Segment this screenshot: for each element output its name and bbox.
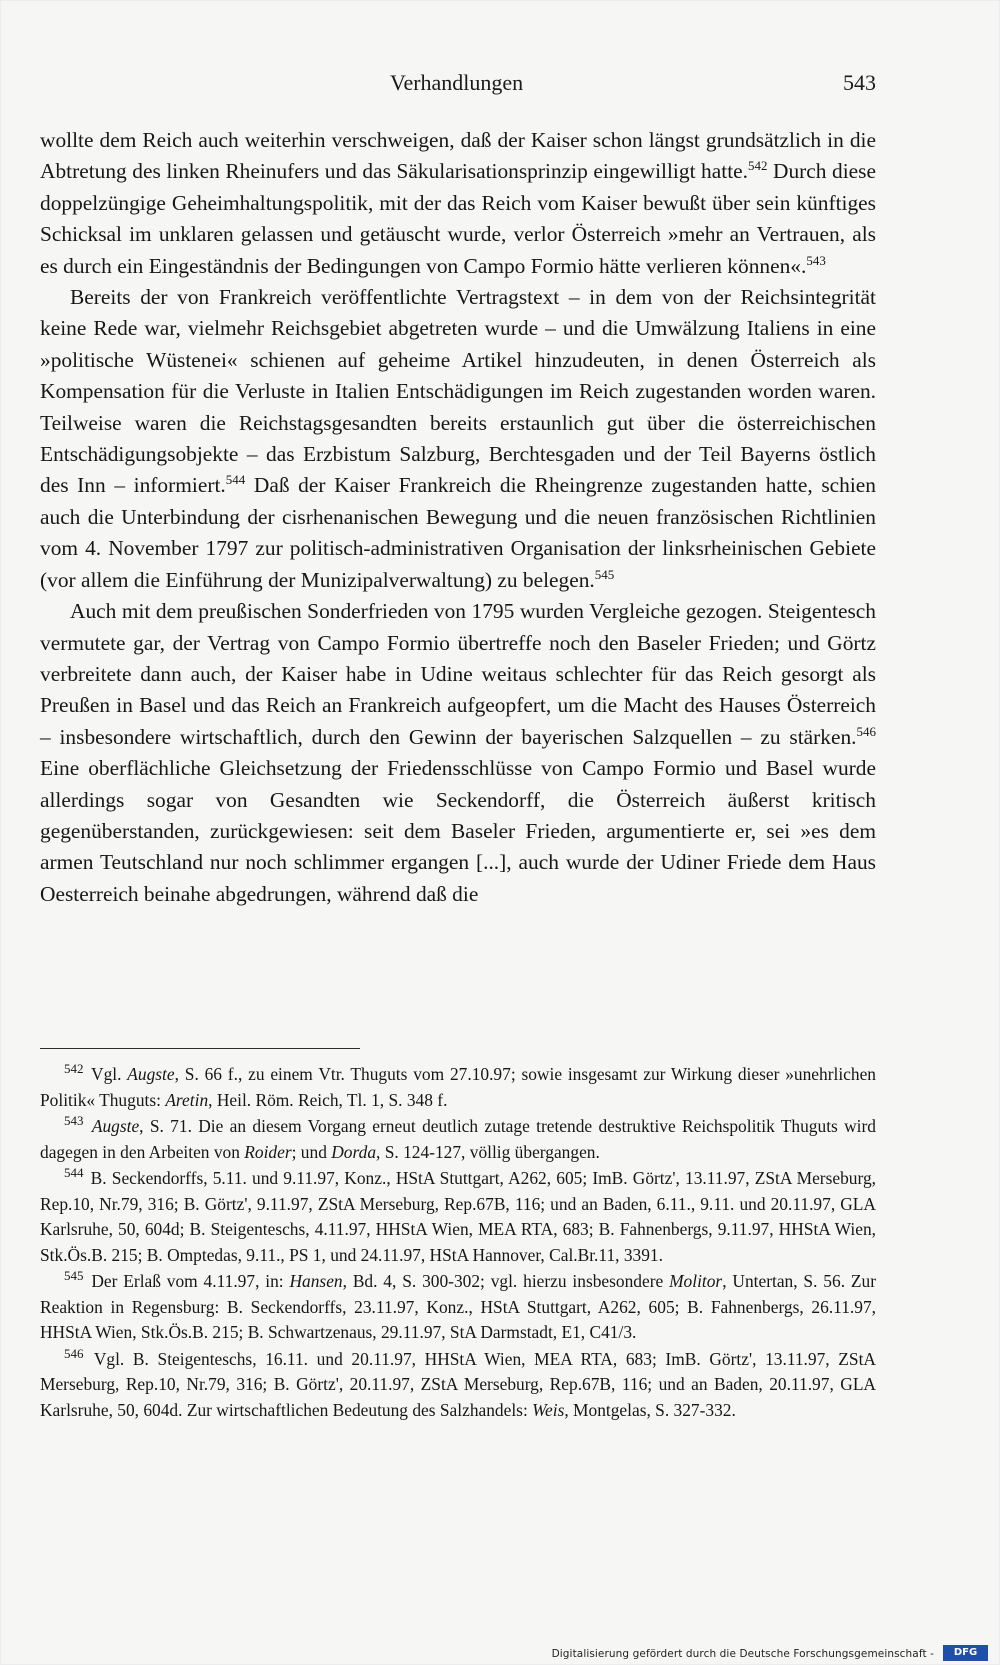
text-run: , Montgelas, S. 327-332.: [564, 1399, 736, 1420]
text-run: , Heil. Röm. Reich, Tl. 1, S. 348 f.: [208, 1089, 448, 1110]
footnote: [40, 1347, 876, 1424]
text-run: Bereits der von Frankreich veröffentlichte Vertragstext – in dem von der Reichsintegrität keine Rede war, vielmehr Reichsgebiet abgetreten wurde – und die Umwälzung Italiens in eine »politische Wüstenei« schienen auf geheime Artikel hinzudeuten, in denen Österreich als Kompensation für die Verluste in Italien Entschädigungen im Reich zugestanden worden waren. Teilweise waren die Reichstagsgesandten bereits erstaunlich gut über die österreichischen Entschädigungsobjekte – das Erzbistum Salzburg, Berchtesgaden und der Teil Bayerns östlich des Inn – informiert.: [40, 285, 876, 498]
text-run: , Untertan, S. 56. Zur Reaktion in Regensburg: B. Seckendorffs, 23.11.97, Konz., HStA Stuttgart, A262, 605; B. Fahnenbergs, 26.11.97, HHStA Wien, Stk.Ös.B. 215; B. Schwartzenaus, 29.11.97, StA Darmstadt, E1, C41/3.: [40, 1271, 876, 1342]
footnote: [40, 1269, 876, 1346]
dfg-logo: DFG: [943, 1645, 988, 1661]
footnote-divider: [40, 1048, 360, 1049]
footnote-number: 544: [64, 1165, 84, 1181]
footnote-number: 546: [64, 1345, 84, 1361]
text-run: Der Erlaß vom 4.11.97, in:: [91, 1271, 290, 1291]
paragraph: [40, 282, 876, 596]
text-run: , Bd. 4, S. 300-302; vgl. hierzu insbesondere: [342, 1271, 670, 1291]
paragraph: [40, 125, 876, 282]
paragraph: [40, 596, 876, 910]
footnote-ref: 545: [594, 566, 615, 582]
running-head: Verhandlungen: [390, 70, 524, 95]
footnote-number: 545: [64, 1268, 84, 1284]
digitization-credit: Digitalisierung gefördert durch die Deutsche Forschungsgemeinschaft -: [551, 1648, 934, 1660]
footnote-ref: 544: [225, 472, 246, 488]
footnote: [40, 1062, 876, 1113]
footnote-ref: 542: [747, 158, 768, 174]
author-name: Dorda: [331, 1141, 377, 1162]
author-name: Hansen: [289, 1271, 343, 1291]
author-name: Weis: [532, 1399, 565, 1420]
main-text: [40, 125, 876, 910]
footnotes: [40, 1062, 876, 1424]
author-name: Aretin: [165, 1089, 209, 1110]
footnote-number: 542: [64, 1061, 84, 1077]
footnote: [40, 1114, 876, 1165]
text-run: Eine oberflächliche Gleichsetzung der Friedensschlüsse von Campo Formio und Basel wurde allerdings sogar von Gesandten wie Seckendorff, die Österreich äußerst kritisch gegenüberstanden, zurückgewiesen: seit dem Baseler Frieden, argumentierte er, sei »es dem armen Teutschland nur noch schlimmer ergangen [...], auch wurde der Udiner Friede dem Haus Oesterreich beinahe abgedrungen, während daß die: [40, 756, 876, 906]
text-run: wollte dem Reich auch weiterhin verschweigen, daß der Kaiser schon längst grundsätzlich in die Abtretung des linken Rheinufers und das Säkularisationsprinzip eingewilligt hatte.: [40, 128, 876, 184]
text-run: Vgl.: [91, 1064, 128, 1084]
text-run: , S. 71. Die an diesem Vorgang erneut deutlich zutage tretende destruktive Reichspolitik Thuguts wird dagegen in den Arbeiten von: [40, 1116, 876, 1162]
author-name: Augste: [91, 1116, 140, 1136]
text-run: Durch diese doppelzüngige Geheimhaltungspolitik, mit der das Reich vom Kaiser bewußt über sein künftiges Schicksal im unklaren gelassen und getäuscht wurde, verlor Österreich »mehr an Vertrauen, als es durch ein Eingeständnis der Bedingungen von Campo Formio hätte verlieren können«.: [40, 159, 876, 278]
author-name: Roider: [244, 1141, 292, 1162]
text-run: Auch mit dem preußischen Sonderfrieden von 1795 wurden Vergleiche gezogen. Steigentesch vermutete gar, der Vertrag von Campo Formio übertreffe noch den Baseler Frieden; und Görtz verbreitete dann auch, der Kaiser habe in Udine weitaus schlechter für das Reich gesorgt als Preußen in Basel und das Reich an Frankreich aufgeopfert, um die Macht des Hauses Österreich – insbesondere wirtschaftlich, durch den Gewinn der bayerischen Salzquellen – zu stärken.: [40, 599, 876, 749]
page-header: [40, 70, 876, 100]
author-name: Molitor: [669, 1271, 723, 1291]
text-run: , S. 124-127, völlig übergangen.: [376, 1141, 600, 1162]
footnote-ref: 543: [806, 252, 826, 268]
text-run: B. Seckendorffs, 5.11. und 9.11.97, Konz., HStA Stuttgart, A262, 605; ImB. Görtz', 13.11.97, ZStA Merseburg, Rep.10, Nr.79, 316; B. Görtz', 9.11.97, ZStA Merseburg, Rep.67B, 116; und an Baden, 6.11., 9.11. und 20.11.97, GLA Karlsruhe, 50, 604d; B. Steigenteschs, 4.11.97, HHStA Wien, MEA RTA, 683; B. Fahnenbergs, 9.11.97, HHStA Wien, Stk.Ös.B. 215; B. Omptedas, 9.11., PS 1, und 24.11.97, HStA Hannover, Cal.Br.11, 3391.: [40, 1168, 876, 1265]
author-name: Augste: [127, 1064, 175, 1084]
page-number: 543: [843, 70, 876, 95]
text-run: , S. 66 f., zu einem Vtr. Thuguts vom 27.10.97; sowie insgesamt zur Wirkung dieser »unehrlichen Politik« Thuguts:: [40, 1064, 876, 1110]
text-run: ; und: [291, 1141, 332, 1162]
footnote: [40, 1166, 876, 1268]
text-run: Vgl. B. Steigenteschs, 16.11. und 20.11.97, HHStA Wien, MEA RTA, 683; ImB. Görtz', 13.11.97, ZStA Merseburg, Rep.10, Nr.79, 316; B. Görtz', 20.11.97, ZStA Merseburg, Rep.67B, 116; und an Baden, 20.11.97, GLA Karlsruhe, 50, 604d. Zur wirtschaftlichen Bedeutung des Salzhandels:: [40, 1348, 876, 1420]
text-run: Daß der Kaiser Frankreich die Rheingrenze zugestanden hatte, schien auch die Unterbindung der cisrhenanischen Bewegung und die neuen französischen Richtlinien vom 4. November 1797 zur politisch-administrativen Organisation der linksrheinischen Gebiete (vor allem die Einführung der Munizipalverwaltung) zu belegen.: [40, 473, 876, 592]
footnote-number: 543: [64, 1113, 84, 1129]
footnote-ref: 546: [856, 723, 876, 739]
